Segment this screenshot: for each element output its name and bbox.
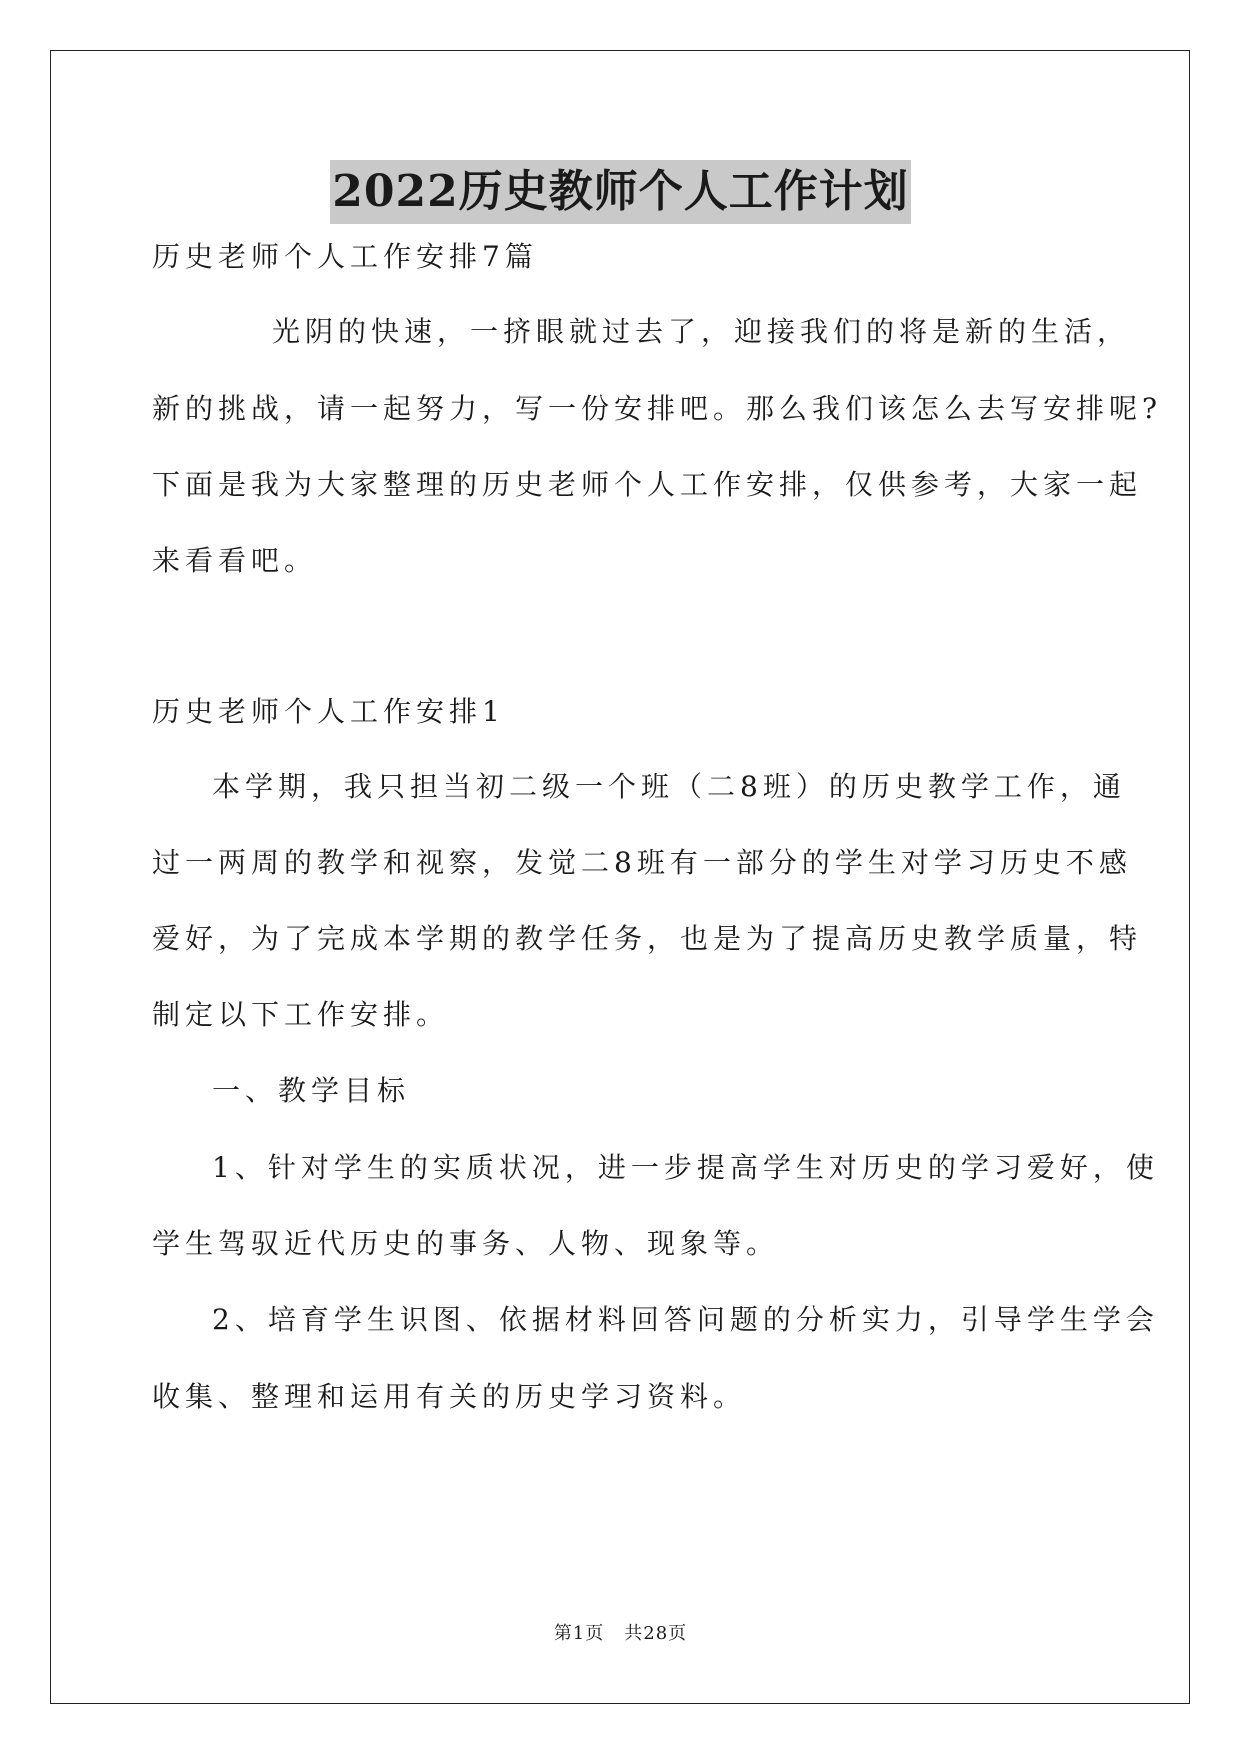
paragraph-line: 爱好，为了完成本学期的教学任务，也是为了提高历史教学质量，特 — [152, 922, 1143, 955]
page-number: 第1页 — [553, 1623, 605, 1644]
list-item: 2、培育学生识图、依据材料回答问题的分析实力，引导学生学会 — [212, 1303, 1159, 1336]
paragraph-line: 制定以下工作安排。 — [152, 998, 450, 1031]
total-pages: 共28页 — [624, 1623, 688, 1644]
title-container — [0, 160, 1241, 224]
document-title: 2022历史教师个人工作计划 — [330, 160, 910, 224]
list-item-continuation: 收集、整理和运用有关的历史学习资料。 — [152, 1380, 747, 1413]
list-item: 1、针对学生的实质状况，进一步提高学生对历史的学习爱好，使 — [212, 1151, 1159, 1184]
paragraph-line: 本学期，我只担当初二级一个班（二8班）的历史教学工作，通 — [212, 770, 1126, 803]
paragraph-line: 下面是我为大家整理的历史老师个人工作安排，仅供参考，大家一起 — [152, 468, 1143, 501]
subsection-heading: 一、教学目标 — [212, 1074, 411, 1107]
subtitle-line: 历史老师个人工作安排7篇 — [152, 240, 538, 273]
page-footer — [0, 1622, 1241, 1646]
paragraph-line: 过一两周的教学和视察，发觉二8班有一部分的学生对学习历史不感 — [152, 846, 1132, 879]
paragraph-line: 新的挑战，请一起努力，写一份安排吧。那么我们该怎么去写安排呢? — [152, 392, 1163, 425]
paragraph-line: 来看看吧。 — [152, 544, 318, 577]
section-heading: 历史老师个人工作安排1 — [152, 695, 505, 728]
paragraph-line: 光阴的快速，一挤眼就过去了，迎接我们的将是新的生活， — [272, 315, 1131, 348]
list-item-continuation: 学生驾驭近代历史的事务、人物、现象等。 — [152, 1227, 780, 1260]
